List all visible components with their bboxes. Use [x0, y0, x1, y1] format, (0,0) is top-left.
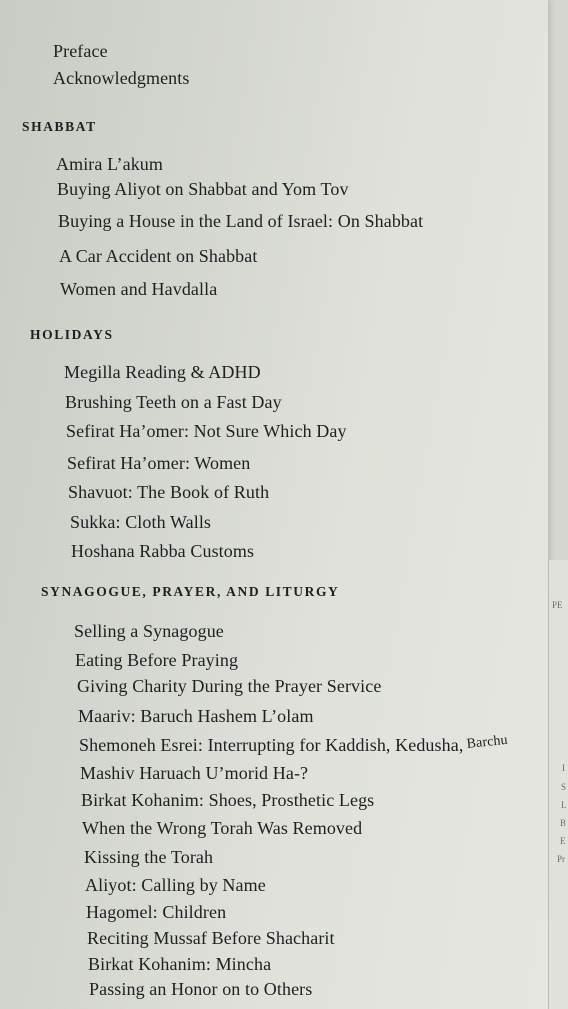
toc-item: Birkat Kohanim: Shoes, Prosthetic Legs [81, 790, 375, 810]
toc-item-text: Shemoneh Esrei: Interrupting for Kaddish, Kedusha, [79, 735, 464, 755]
toc-item: Sefirat Ha’omer: Women [67, 453, 251, 473]
toc-item: When the Wrong Torah Was Removed [82, 818, 363, 838]
adjacent-page-text: L [561, 800, 567, 810]
adjacent-page-text: Pr [557, 854, 566, 864]
toc-item: Amira L’akum [56, 154, 164, 174]
section-heading-holidays: HOLIDAYS [30, 327, 114, 342]
adjacent-page-text: B [560, 818, 567, 828]
toc-item: Buying a House in the Land of Israel: On Shabbat [58, 211, 424, 231]
toc-item: Eating Before Praying [75, 650, 239, 670]
toc-item-tail: Barchu [466, 732, 509, 753]
toc-item: Sukka: Cloth Walls [70, 512, 212, 532]
toc-item: Mashiv Haruach U’morid Ha-? [80, 763, 309, 783]
adjacent-page-text: S [561, 782, 567, 792]
toc-item: Selling a Synagogue [74, 621, 224, 641]
toc-item: Passing an Honor on to Others [89, 979, 313, 999]
toc-item-acknowledgments: Acknowledgments [53, 68, 190, 88]
toc-item: A Car Accident on Shabbat [59, 246, 258, 266]
toc-item: Hoshana Rabba Customs [71, 541, 255, 561]
adjacent-page-text: PE [552, 600, 563, 610]
adjacent-page-text: I [562, 763, 565, 773]
toc-item: Maariv: Baruch Hashem L’olam [78, 706, 314, 726]
toc-item [79, 732, 509, 756]
toc-item: Sefirat Ha’omer: Not Sure Which Day [66, 421, 347, 441]
toc-item: Reciting Mussaf Before Shacharit [87, 928, 335, 948]
toc-item: Birkat Kohanim: Mincha [88, 954, 272, 974]
toc-item: Hagomel: Children [86, 902, 227, 922]
toc-item: Kissing the Torah [84, 847, 214, 867]
toc-item: Buying Aliyot on Shabbat and Yom Tov [57, 179, 349, 199]
toc-item: Brushing Teeth on a Fast Day [65, 392, 282, 412]
toc-item: Megilla Reading & ADHD [64, 362, 261, 382]
toc-item: Giving Charity During the Prayer Service [77, 676, 382, 696]
section-heading-synagogue: SYNAGOGUE, PRAYER, AND LITURGY [41, 584, 340, 599]
adjacent-page-text: E [560, 836, 566, 846]
toc-item: Shavuot: The Book of Ruth [68, 482, 270, 502]
section-heading-shabbat: SHABBAT [22, 119, 97, 134]
toc-item: Aliyot: Calling by Name [85, 875, 266, 895]
toc-item-preface: Preface [53, 41, 108, 61]
toc-item: Women and Havdalla [60, 279, 218, 299]
